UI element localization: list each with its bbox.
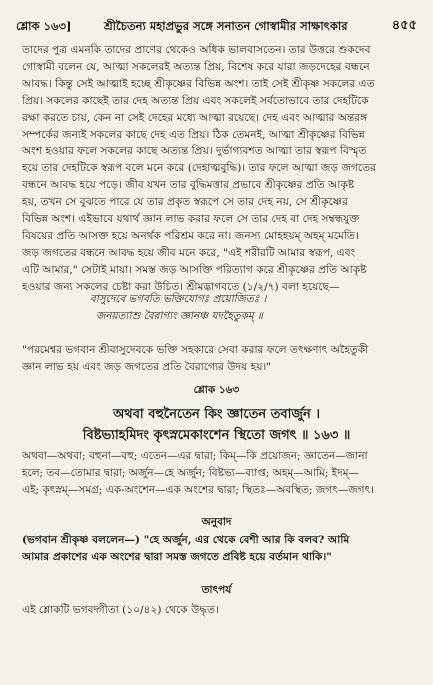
quote-line: বাসুদেবে ভগবতি ভক্তিযোগঃ প্রয়োজিতঃ ।: [90, 293, 267, 305]
text-line: বিষয়ের প্রতি আসক্ত হয়ে অনর্থক পরিশ্রম করে না। জনস্য মোহহয়ম্ অহম্ মমেতি।: [22, 229, 359, 242]
text-line: হলে; তব—তোমার দ্বারা; অর্জুন—হে অর্জুন; বিষ্টভ্য—ব্যাপ্ত; অহম্—আমি; ইদম্—: [22, 467, 359, 479]
text-line: আমার প্রকাশের এক অংশের দ্বারা সমস্ত জগতে প্রবিষ্ট হয়ে বর্তমান থাকি।": [22, 551, 332, 563]
text-line: হওয়ার জন্য সকলের চেষ্টা করা উচিত। শ্রীমদ্ভাগবতে (১/২/৭) বলা হয়েছে—: [22, 280, 340, 293]
purport-first-line: এই শ্লোকটি ভগবদ্গীতা (১০/৪২) থেকে উদ্ধৃত।: [22, 604, 219, 616]
text-line: অংশ হওয়ার ফলে সকলের কাছে অত্যন্ত প্রিয়। দুর্ভাগ্যবশত আত্মা তার স্বরূপ বিস্মৃত: [22, 145, 367, 158]
page-number: ৪৫৫: [391, 18, 417, 33]
sanskrit-quote: [90, 291, 420, 325]
text-line: অথবা—অথবা; বহুনা—বহু; এতেন—এর দ্বারা; কিম্—কি প্রয়োজন; জ্ঞাতেন—জানা: [22, 450, 368, 462]
text-line: তাদের পুত্র এমনকি তাদের প্রাণের থেকেও অধিক ভালবাসতেন। তার উত্তরে শুকদেব: [22, 44, 371, 56]
quote-translation: [22, 342, 420, 376]
text-line: এই; কৃৎস্নম্—সমগ্র; এক-অংশেন—এক অংশের দ্বারা; স্থিতঃ—অবস্থিত; জগৎ—জগৎ।: [22, 484, 374, 496]
text-line: "পরমেশ্বর ভগবান শ্রীবাসুদেবকে ভক্তি সহকারে সেবা করার ফলে তৎক্ষণাৎ অহৈতুকী: [22, 344, 369, 356]
header-chapter-title: শ্রীচৈতন্য মহাপ্রভুর সঙ্গে সনাতন গোস্বামীর সাক্ষাৎকার: [104, 19, 348, 33]
verse-line-2: বিষ্টভ্যাহমিদং কৃৎস্নমেকাংশেন স্থিতো জগৎ ॥ ১৬৩ ॥: [82, 428, 351, 443]
text-line: বন্ধনে আবদ্ধ হয়ে পড়ে। জীব যখন তার বুদ্ধিমত্তার প্রভাবে শ্রীকৃষ্ণের প্রতি আকৃষ্ট: [22, 179, 355, 192]
word-meanings: [22, 448, 420, 499]
text-line: জড় জগতের বন্ধনে আবদ্ধ হয়ে জীব মনে করে, "এই শরীরটি আমার স্বরূপ, এবং: [22, 246, 356, 259]
text-line: গোস্বামী বলেন যে, আত্মা সকলেরই অত্যন্ত প্রিয়, বিশেষ করে যারা জড়দেহের বন্ধনে: [22, 60, 370, 73]
quote-line: জনয়ত্যাশু বৈরাগ্যং জ্ঞানঞ্চ যদহৈতুকম্ ॥: [96, 310, 263, 322]
purport-paragraph-1: [22, 42, 420, 296]
text-line: প্রিয়। সকলের কাছেই তার দেহ অত্যন্ত প্রিয় এবং সকলেই সর্বতোভাবে তার দেহটিকে: [22, 94, 369, 107]
translation-heading: অনুবাদ: [201, 516, 232, 528]
text-line: জ্ঞান লাভ হয় এবং জড় জগতের প্রতি বৈরাগ্যের উদয় হয়।": [22, 360, 272, 373]
header-verse-ref: শ্লোক ১৬৩]: [16, 19, 72, 33]
verse-translation: [22, 532, 420, 566]
text-line: রক্ষা করতে চায়, কেন না সেই দেহের মধ্যে আত্মা রয়েছে। দেহ এবং আত্মার অন্তরঙ্গ: [22, 111, 368, 124]
text-line: বিভিন্ন অংশ। এইভাবে যথার্থ জ্ঞান লাভ করার ফলে সে তার দেহ বা দেহ সম্বন্ধযুক্ত: [22, 213, 360, 226]
text-line: এটি আমার," সেটাই মায়া। সমস্ত জড় আসক্তি পরিত্যাগ করে শ্রীকৃষ্ণের প্রতি আকৃষ্ট: [22, 263, 367, 276]
text-line: সম্পর্কের জন্যই সকলের কাছে দেহ এত প্রিয়। ঠিক তেমনই, আত্মা শ্রীকৃষ্ণের বিভিন্ন: [22, 128, 365, 141]
purport-heading: তাৎপর্য: [201, 584, 232, 596]
text-line: আবদ্ধ। কিন্তু সেই আত্মাই হচ্ছে শ্রীকৃষ্ণের বিভিন্ন অংশ। তাই সেই শ্রীকৃষ্ণ সকলের এত: [22, 77, 375, 90]
verse-line-1: অথবা বহুনৈতেন কিং জ্ঞাতেন তবার্জুন ।: [113, 407, 320, 422]
verse-title: শ্লোক ১৬৩: [193, 384, 240, 396]
text-line: (ভগবান শ্রীকৃষ্ণ বললেন—) "হে অর্জুন, এর থেকে বেশী আর কি বলব? আমি: [22, 534, 350, 546]
page-header: [16, 16, 417, 36]
text-line: হয়ে তার দেহটিকে স্বরূপ বলে মনে করে (দেহাত্মবুদ্ধি)। তার ফলে আত্মা জড় জগতের: [22, 162, 376, 175]
text-line: হয়, তখন সে বুঝতে পারে যে তার প্রকৃত স্বরূপে সে তার দেহ নয়, সে শ্রীকৃষ্ণের: [22, 196, 348, 209]
